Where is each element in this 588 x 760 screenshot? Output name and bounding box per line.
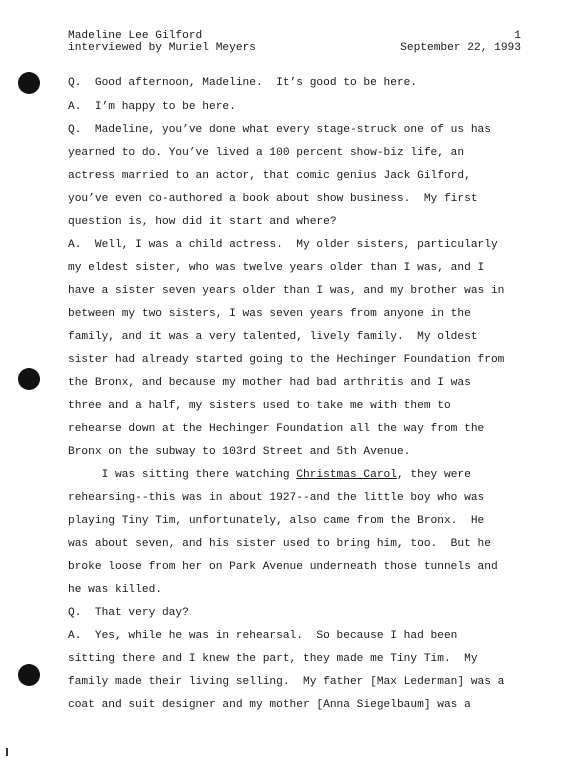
- transcript-line: the Bronx, and because my mother had bad arthritis and I was: [68, 377, 471, 389]
- page-number: 1: [514, 30, 521, 42]
- transcript-line: A. Yes, while he was in rehearsal. So because I had been: [68, 630, 458, 642]
- binder-hole-middle: [18, 368, 40, 390]
- transcript-line: Q. Madeline, you’ve done what every stage-struck one of us has: [68, 124, 491, 136]
- line-trail-text: , they were: [396, 469, 471, 481]
- interviewee-name: Madeline Lee Gilford: [68, 30, 203, 42]
- transcript-line: sitting there and I knew the part, they made me Tiny Tim. My: [68, 653, 478, 665]
- transcript-line: yearned to do. You’ve lived a 100 percent show-biz life, an: [68, 147, 465, 159]
- transcript-line: between my two sisters, I was seven years from anyone in the: [68, 308, 471, 320]
- transcript-line: actress married to an actor, that comic genius Jack Gilford,: [68, 170, 471, 182]
- transcript-line: A. Well, I was a child actress. My older sisters, particularly: [68, 239, 498, 251]
- transcript-line: Q. That very day?: [68, 607, 189, 619]
- transcript-line: coat and suit designer and my mother [Anna Siegelbaum] was a: [68, 699, 471, 711]
- interviewer-line: interviewed by Muriel Meyers: [68, 42, 256, 54]
- transcript-line: rehearsing--this was in about 1927--and the little boy who was: [68, 492, 485, 504]
- transcript-line: question is, how did it start and where?: [68, 216, 337, 228]
- binder-hole-top: [18, 72, 40, 94]
- transcript-line: you’ve even co-authored a book about show business. My first: [68, 193, 478, 205]
- transcript-line: rehearse down at the Hechinger Foundation all the way from the: [68, 423, 485, 435]
- transcript-line: family, and it was a very talented, lively family. My oldest: [68, 331, 478, 343]
- transcript-line: Bronx on the subway to 103rd Street and 5th Avenue.: [68, 446, 411, 458]
- transcript-line: [68, 468, 471, 482]
- play-title: Christmas Carol: [296, 469, 397, 481]
- transcript-line: have a sister seven years older than I was, and my brother was in: [68, 285, 505, 297]
- line-lead-text: I was sitting there watching: [68, 469, 297, 481]
- scan-edge-mark: [6, 748, 8, 756]
- transcript-line: was about seven, and his sister used to bring him, too. But he: [68, 538, 491, 550]
- transcript-line: family made their living selling. My father [Max Lederman] was a: [68, 676, 505, 688]
- transcript-line: he was killed.: [68, 584, 162, 596]
- transcript-line: playing Tiny Tim, unfortunately, also came from the Bronx. He: [68, 515, 485, 527]
- transcript-line: A. I’m happy to be here.: [68, 101, 236, 113]
- transcript-line: my eldest sister, who was twelve years older than I was, and I: [68, 262, 485, 274]
- binder-hole-bottom: [18, 664, 40, 686]
- transcript-line: three and a half, my sisters used to take me with them to: [68, 400, 451, 412]
- transcript-line: sister had already started going to the Hechinger Foundation from: [68, 354, 505, 366]
- transcript-line: broke loose from her on Park Avenue underneath those tunnels and: [68, 561, 498, 573]
- transcript-line: Q. Good afternoon, Madeline. It’s good to be here.: [68, 77, 418, 89]
- interview-date: September 22, 1993: [400, 42, 521, 54]
